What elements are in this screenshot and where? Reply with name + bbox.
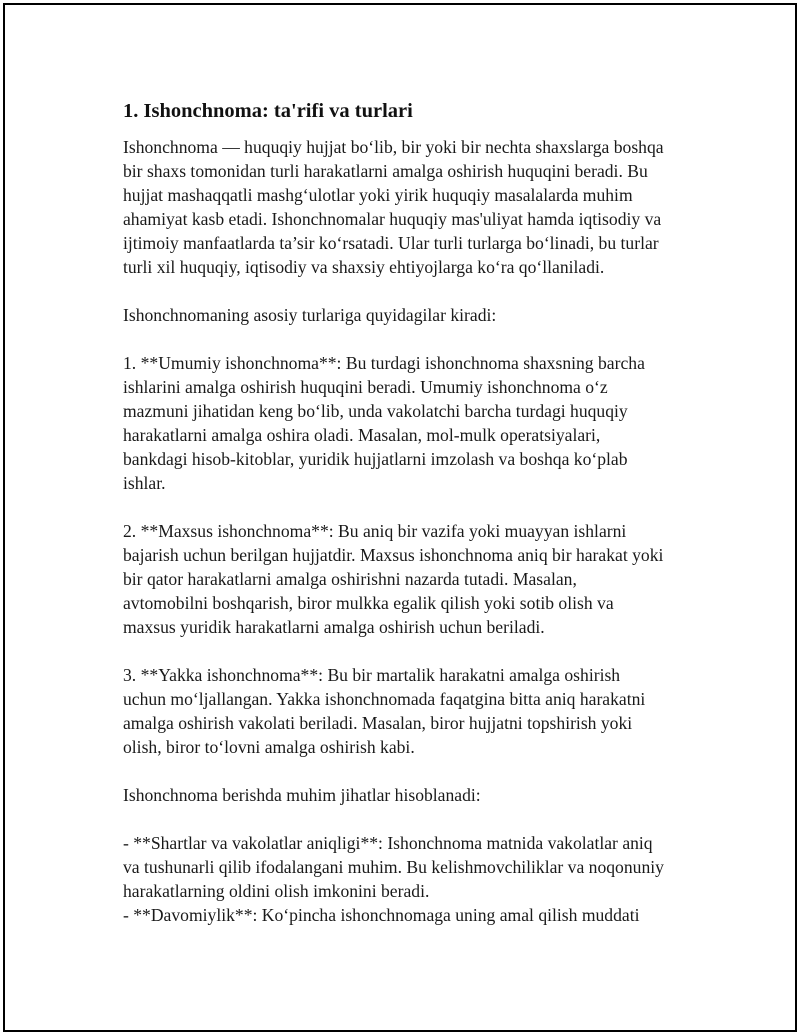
text-line: bir shaxs tomonidan turli harakatlarni amalga oshirish huquqini beradi. Bu <box>123 161 648 181</box>
special-poa-paragraph <box>123 519 703 639</box>
list-item-continuation: harakatlarning oldini olish imkonini beradi. <box>123 881 430 901</box>
text-line: 2. **Maxsus ishonchnoma**: Bu aniq bir vazifa yoki muayyan ishlarni <box>123 521 627 541</box>
key-aspects-list <box>123 831 703 927</box>
text-line: bir qator harakatlarni amalga oshirishni nazarda tutadi. Masalan, <box>123 569 577 589</box>
text-line: avtomobilni boshqarish, biror mulkka egalik qilish yoki sotib olish va <box>123 593 614 613</box>
text-line: bankdagi hisob-kitoblar, yuridik hujjatlarni imzolash va boshqa ko‘plab <box>123 449 628 469</box>
text-line: Ishonchnoma berishda muhim jihatlar hisoblanadi: <box>123 785 481 805</box>
text-line: maxsus yuridik harakatlarni amalga oshirish uchun beriladi. <box>123 617 545 637</box>
single-poa-paragraph <box>123 663 703 759</box>
text-line: harakatlarni amalga oshira oladi. Masalan, mol-mulk operatsiyalari, <box>123 425 601 445</box>
text-line: 3. **Yakka ishonchnoma**: Bu bir martalik harakatni amalga oshirish <box>123 665 621 685</box>
text-line: mazmuni jihatidan keng bo‘lib, unda vakolatchi barcha turdagi huquqiy <box>123 401 628 421</box>
types-intro-paragraph <box>123 303 703 327</box>
list-item: - **Shartlar va vakolatlar aniqligi**: Ishonchnoma matnida vakolatlar aniq <box>123 833 653 853</box>
general-poa-paragraph <box>123 351 703 495</box>
text-line: ijtimoiy manfaatlarda ta’sir ko‘rsatadi. Ular turli turlarga bo‘linadi, bu turlar <box>123 233 659 253</box>
list-item: - **Davomiylik**: Ko‘pincha ishonchnomaga uning amal qilish muddati <box>123 905 640 925</box>
text-line: uchun mo‘ljallangan. Yakka ishonchnomada faqatgina bitta aniq harakatni <box>123 689 646 709</box>
text-line: 1. **Umumiy ishonchnoma**: Bu turdagi ishonchnoma shaxsning barcha <box>123 353 645 373</box>
key-aspects-intro-paragraph <box>123 783 703 807</box>
text-line: bajarish uchun berilgan hujjatdir. Maxsus ishonchnoma aniq bir harakat yoki <box>123 545 664 565</box>
text-line: ishlar. <box>123 473 166 493</box>
document-content <box>123 97 703 927</box>
text-line: olish, biror to‘lovni amalga oshirish kabi. <box>123 737 415 757</box>
list-item-continuation: va tushunarli qilib ifodalangani muhim. Bu kelishmovchiliklar va noqonuniy <box>123 857 664 877</box>
intro-paragraph <box>123 135 703 279</box>
text-line: hujjat mashaqqatli mashg‘ulotlar yoki yirik huquqiy masalalarda muhim <box>123 185 633 205</box>
text-line: Ishonchnomaning asosiy turlariga quyidagilar kiradi: <box>123 305 497 325</box>
document-page <box>3 3 797 1032</box>
text-line: amalga oshirish vakolati beriladi. Masalan, biror hujjatni topshirish yoki <box>123 713 633 733</box>
section-heading: 1. Ishonchnoma: ta'rifi va turlari <box>123 100 413 122</box>
text-line: turli xil huquqiy, iqtisodiy va shaxsiy ehtiyojlarga ko‘ra qo‘llaniladi. <box>123 257 605 277</box>
text-line: ishlarini amalga oshirish huquqini beradi. Umumiy ishonchnoma o‘z <box>123 377 608 397</box>
text-line: ahamiyat kasb etadi. Ishonchnomalar huquqiy mas'uliyat hamda iqtisodiy va <box>123 209 662 229</box>
text-line: Ishonchnoma — huquqiy hujjat bo‘lib, bir yoki bir nechta shaxslarga boshqa <box>123 137 664 157</box>
